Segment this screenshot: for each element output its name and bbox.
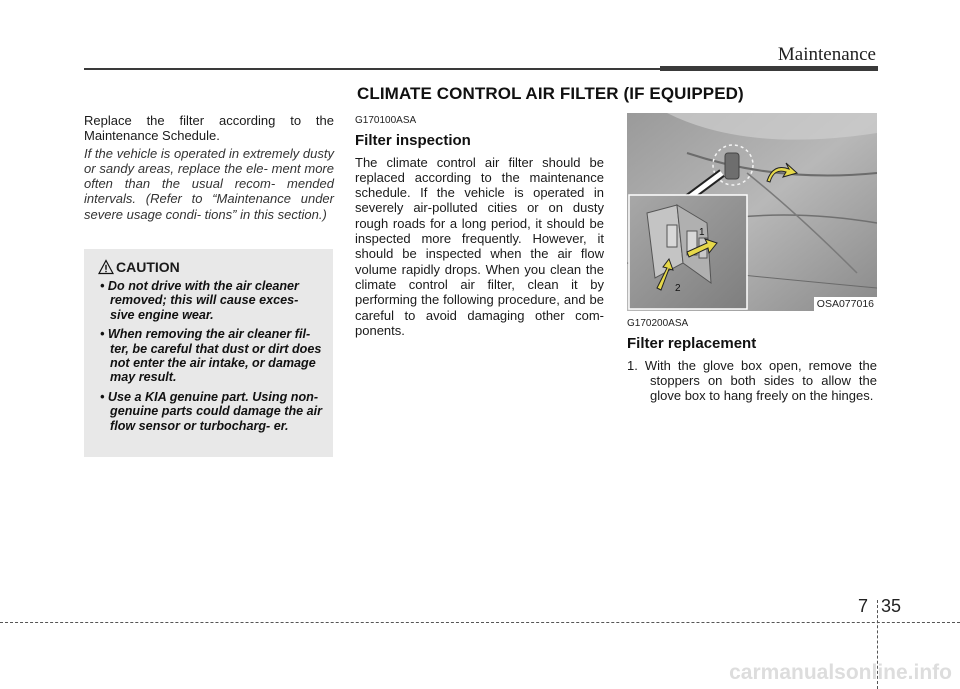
caution-item: • When removing the air cleaner fil- ter, be careful that dust or dirt does not enter the air intake, or damage may result.	[100, 327, 322, 385]
marker-2: 2	[675, 283, 681, 294]
header-section-title: Maintenance	[777, 44, 876, 65]
caution-title: CAUTION	[116, 259, 180, 275]
footer-dashed-line	[0, 622, 960, 623]
inspection-code: G170100ASA	[355, 115, 417, 126]
replacement-heading: Filter replacement	[627, 335, 757, 353]
inspection-heading: Filter inspection	[355, 132, 471, 150]
glove-box-illustration	[627, 113, 877, 311]
figure-label: OSA077016	[814, 297, 877, 311]
replacement-code: G170200ASA	[627, 318, 689, 329]
page-number: 35	[881, 596, 902, 616]
caution-list	[96, 279, 324, 438]
warning-triangle-icon	[98, 259, 114, 275]
caution-item: • Do not drive with the air cleaner removed; this will cause exces- sive engine wear.	[100, 279, 299, 322]
caution-box	[84, 249, 333, 457]
section-title: CLIMATE CONTROL AIR FILTER (IF EQUIPPED)	[357, 84, 744, 103]
marker-1: 1	[699, 227, 705, 238]
replacement-section	[627, 316, 877, 403]
inspection-column	[355, 113, 604, 338]
watermark: carmanualsonline.info	[729, 661, 952, 684]
inspection-body: The climate control air filter should be replaced according to the maintenance schedule. If the vehicle is operated in severely air-polluted cities or on dusty rough roads for a long period, it should be inspected more frequently. However, it should be inspected when the air flow volume rapidly drops. When you clean the climate control air filter, clean it by performing the following procedure, and be careful to avoid damaging other com- ponents.	[355, 154, 604, 338]
left-column	[84, 113, 334, 222]
chapter-number: 7	[858, 596, 869, 616]
caution-item: • Use a KIA genuine part. Using non-genuine parts could damage the air flow sensor or turbocharg- er.	[100, 389, 323, 433]
header-rule-accent	[660, 66, 878, 71]
intro-paragraph: Replace the filter according to the Maintenance Schedule.	[84, 113, 334, 144]
glove-box-figure	[627, 113, 877, 311]
replacement-step-1: 1. With the glove box open, remove the stoppers on both sides to allow the glove box to hang freely on the hinges.	[627, 357, 877, 404]
severe-usage-note: If the vehicle is operated in extremely dusty or sandy areas, replace the ele- ment more often than the usual recom- mended intervals. (Refer to “Maintenance under severe usage condi- tions” in this section.)	[84, 145, 334, 222]
